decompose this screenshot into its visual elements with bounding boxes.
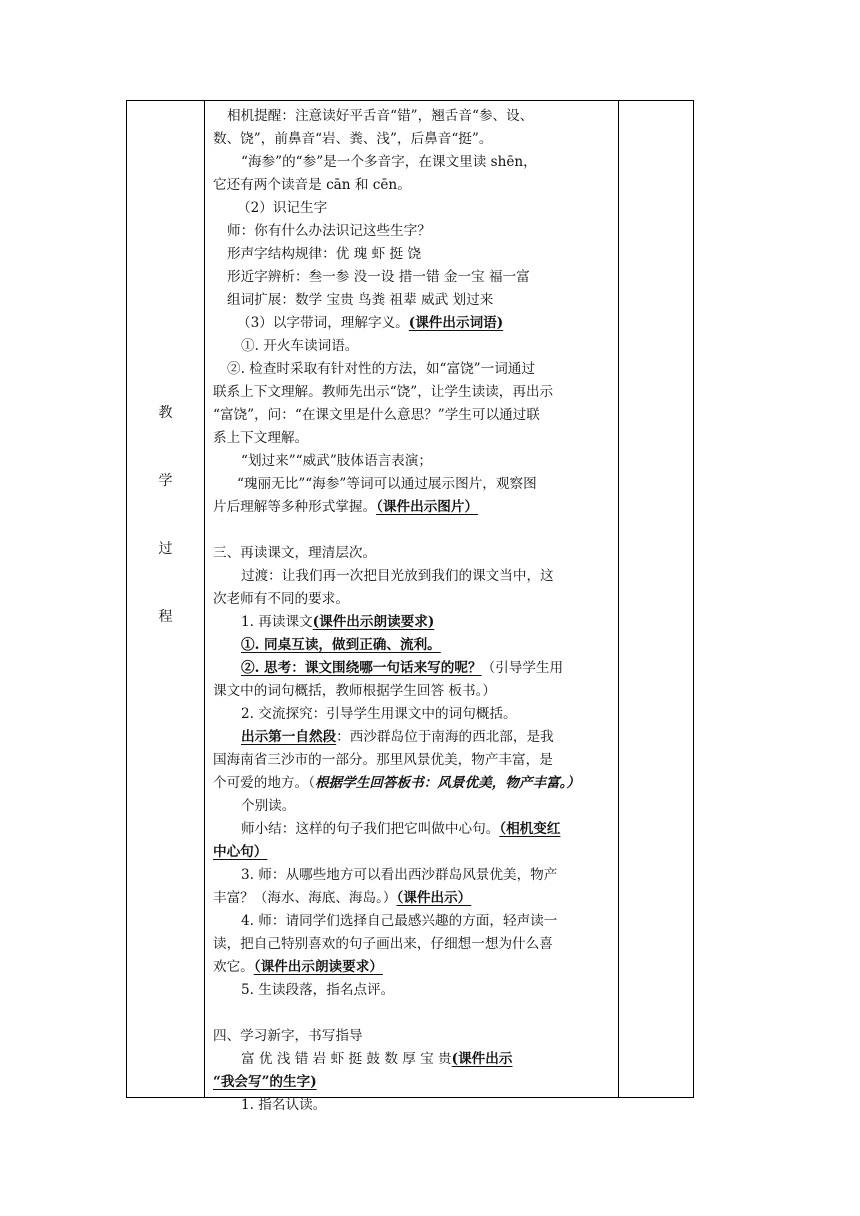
text-line xyxy=(241,1049,512,1069)
text-segment: （引导学生用 xyxy=(481,660,564,676)
text-line xyxy=(213,888,471,908)
courseware-note: （课件出示） xyxy=(396,890,472,906)
text-segment: 片后理解等多种形式掌握。 xyxy=(213,499,377,515)
text-line: “瑰丽无比”“海参”等词可以通过展示图片，观察图 xyxy=(237,476,537,492)
courseware-note: （课件出示图片） xyxy=(376,499,479,515)
text-segment: 丰富？（海水、海底、海岛。） xyxy=(213,890,397,906)
text-line: 组词扩展：数学 宝贵 鸟粪 祖辈 威武 划过来 xyxy=(227,292,494,308)
courseware-note: （课件出示朗读要求） xyxy=(253,959,383,975)
courseware-note: (课件出示 xyxy=(451,1051,513,1067)
column-divider-1 xyxy=(204,101,205,1097)
text-line: 个别读。 xyxy=(241,798,296,814)
text-line: 国海南省三沙市的一部分。那里风景优美，物产丰富，是 xyxy=(213,752,553,768)
section-heading: 四、学习新字，书写指导 xyxy=(213,1028,363,1044)
text-line xyxy=(213,497,478,517)
courseware-note: (课件出示朗读要求) xyxy=(312,614,435,630)
courseware-note: (课件出示词语) xyxy=(408,315,504,331)
text-line: 课文中的词句概括，教师根据学生回答 板书。） xyxy=(213,683,496,699)
text-line: 5. 生读段落，指名点评。 xyxy=(241,982,395,998)
section-heading: 三、再读课文，理清层次。 xyxy=(213,545,377,561)
column-divider-2 xyxy=(618,101,619,1097)
paragraph-label: 出示第一自然段 xyxy=(241,729,337,745)
text-line: “海参”的“参”是一个多音字，在课文里读 shēn， xyxy=(241,154,537,170)
label-char-1: 教 xyxy=(158,405,173,421)
text-line xyxy=(241,612,434,632)
text-line xyxy=(241,819,560,839)
text-line: 中心句） xyxy=(213,844,268,860)
text-line: ①. 同桌互读，做到正确、流利。 xyxy=(241,637,441,653)
text-line: ①. 开火车读词语。 xyxy=(241,338,359,354)
text-line: 次老师有不同的要求。 xyxy=(213,591,349,607)
text-line xyxy=(241,658,563,678)
text-line: 过渡：让我们再一次把目光放到我们的课文当中，这 xyxy=(241,568,554,584)
text-line: 形声字结构规律：优 瑰 虾 挺 饶 xyxy=(227,246,422,262)
label-char-3: 过 xyxy=(158,541,173,557)
text-line: 2. 交流探究：引导学生用课文中的词句概括。 xyxy=(241,706,517,722)
text-segment: （3）以字带词，理解字义。 xyxy=(237,315,409,331)
text-line: 读，把自己特别喜欢的句子画出来，仔细想一想为什么喜 xyxy=(213,936,553,952)
text-line xyxy=(241,727,554,747)
text-line: 形近字辨析：叁一参 没一设 措一错 金一宝 福一富 xyxy=(227,269,530,285)
text-line: 数、饶”，前鼻音“岩、粪、浅”，后鼻音“挺”。 xyxy=(213,131,493,147)
text-line: 师：你有什么办法识记这些生字？ xyxy=(227,223,431,239)
board-note: 根据学生回答板书：风景优美，物产丰富。） xyxy=(314,775,581,791)
text-line xyxy=(237,313,503,333)
text-segment: 富 优 浅 错 岩 虾 挺 鼓 数 厚 宝 贵 xyxy=(241,1051,452,1067)
text-line: 相机提醒：注意读好平舌音“错”，翘舌音“参、设、 xyxy=(227,108,534,124)
text-segment: ：西沙群岛位于南海的西北部，是我 xyxy=(336,729,554,745)
label-char-4: 程 xyxy=(158,609,173,625)
text-line: “富饶”，问：“在课文里是什么意思？”学生可以通过联 xyxy=(213,407,540,423)
text-segment: 个可爱的地方。（ xyxy=(213,775,315,791)
text-line: “我会写”的生字) xyxy=(213,1074,317,1090)
courseware-note: （相机变红 xyxy=(499,821,561,837)
text-line: “划过来”“威武”肢体语言表演； xyxy=(241,453,432,469)
text-line xyxy=(213,957,383,977)
label-char-2: 学 xyxy=(158,473,173,489)
text-line: 系上下文理解。 xyxy=(213,430,309,446)
text-segment: 1. 再读课文 xyxy=(241,614,313,630)
text-line: ②. 检查时采取有针对性的方法，如“富饶”一词通过 xyxy=(227,361,536,377)
label-column xyxy=(127,101,204,1097)
question-prompt: ②. 思考：课文围绕哪一句话来写的呢？ xyxy=(241,660,482,676)
text-line xyxy=(213,773,580,793)
text-line: （2）识记生字 xyxy=(237,200,328,216)
text-line: 1. 指名认读。 xyxy=(241,1097,327,1113)
text-segment: 欢它。 xyxy=(213,959,254,975)
text-line: 联系上下文理解。教师先出示“饶”，让学生读读，再出示 xyxy=(213,384,554,400)
text-line: 4. 师：请同学们选择自己最感兴趣的方面，轻声读一 xyxy=(241,913,558,929)
text-line: 3. 师：从哪些地方可以看出西沙群岛风景优美，物产 xyxy=(241,867,558,883)
text-segment: 师小结：这样的句子我们把它叫做中心句。 xyxy=(241,821,500,837)
lesson-table xyxy=(126,100,694,1113)
text-line: 它还有两个读音是 cān 和 cēn。 xyxy=(213,177,411,193)
